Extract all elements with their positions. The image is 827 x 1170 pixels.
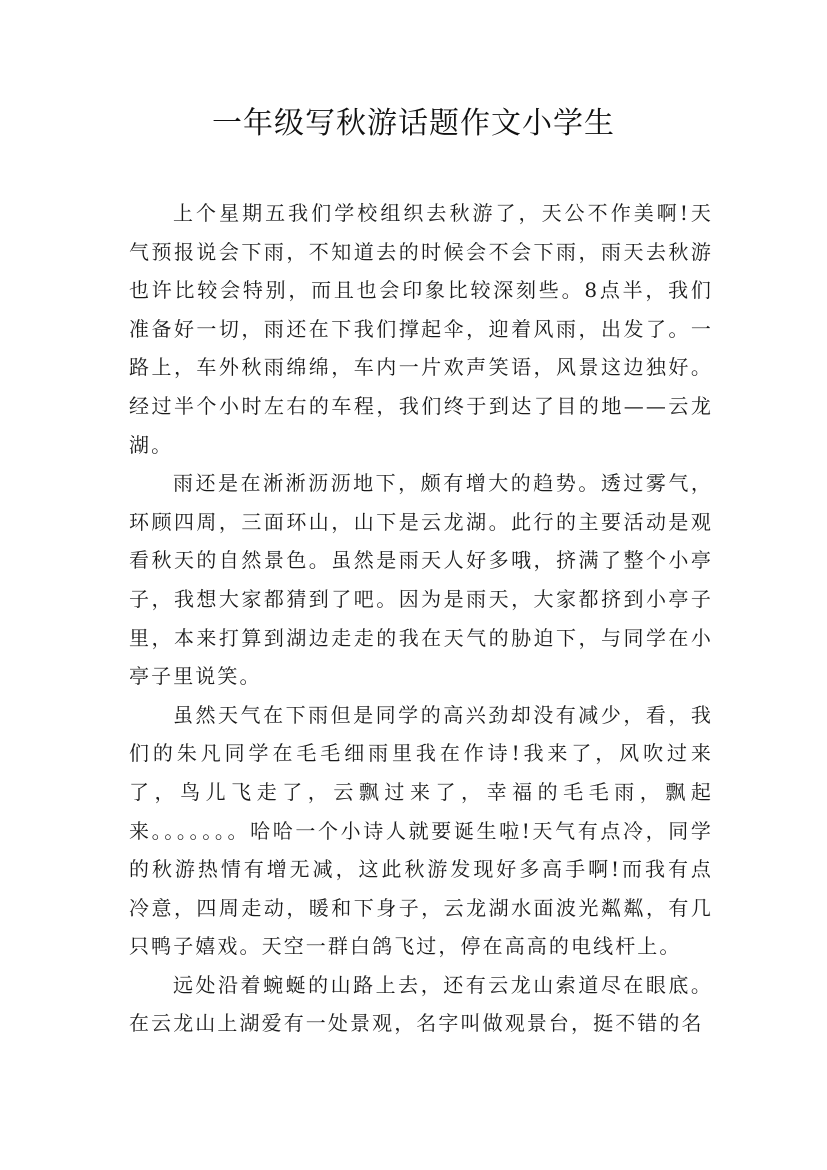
paragraph-1: 上个星期五我们学校组织去秋游了，天公不作美啊!天气预报说会下雨，不知道去的时候会不会下雨，雨天去秋游也许比较会特别，而且也会印象比较深刻些。8点半，我们准备好一切，雨还在下我们撑起伞，迎着风雨，出发了。一路上，车外秋雨绵绵，车内一片欢声笑语，风景这边独好。经过半个小时左右的车程，我们终于到达了目的地——云龙湖。 (129, 201, 713, 457)
paragraph-4: 远处沿着蜿蜒的山路上去，还有云龙山索道尽在眼底。在云龙山上湖爱有一处景观，名字叫做观景台，挺不错的名 (129, 972, 713, 1036)
document-body (129, 194, 713, 1043)
document-title: 一年级写秋游话题作文小学生 (212, 106, 615, 141)
paragraph-3: 虽然天气在下雨但是同学的高兴劲却没有减少，看，我们的朱凡同学在毛毛细雨里我在作诗!我来了，风吹过来了，鸟儿飞走了，云飘过来了，幸福的毛毛雨，飘起来。。。。。。。哈哈一个小诗人就要诞生啦!天气有点冷，同学的秋游热情有增无减，这此秋游发现好多高手啊!而我有点冷意，四周走动，暖和下身子，云龙湖水面波光粼粼，有几只鸭子嬉戏。天空一群白鸽飞过，停在高高的电线杆上。 (129, 702, 713, 959)
paragraph-2: 雨还是在淅淅沥沥地下，颇有增大的趋势。透过雾气，环顾四周，三面环山，山下是云龙湖。此行的主要活动是观看秋天的自然景色。虽然是雨天人好多哦，挤满了整个小亭子，我想大家都猜到了吧。因为是雨天，大家都挤到小亭子里，本来打算到湖边走走的我在天气的胁迫下，与同学在小亭子里说笑。 (129, 471, 713, 689)
